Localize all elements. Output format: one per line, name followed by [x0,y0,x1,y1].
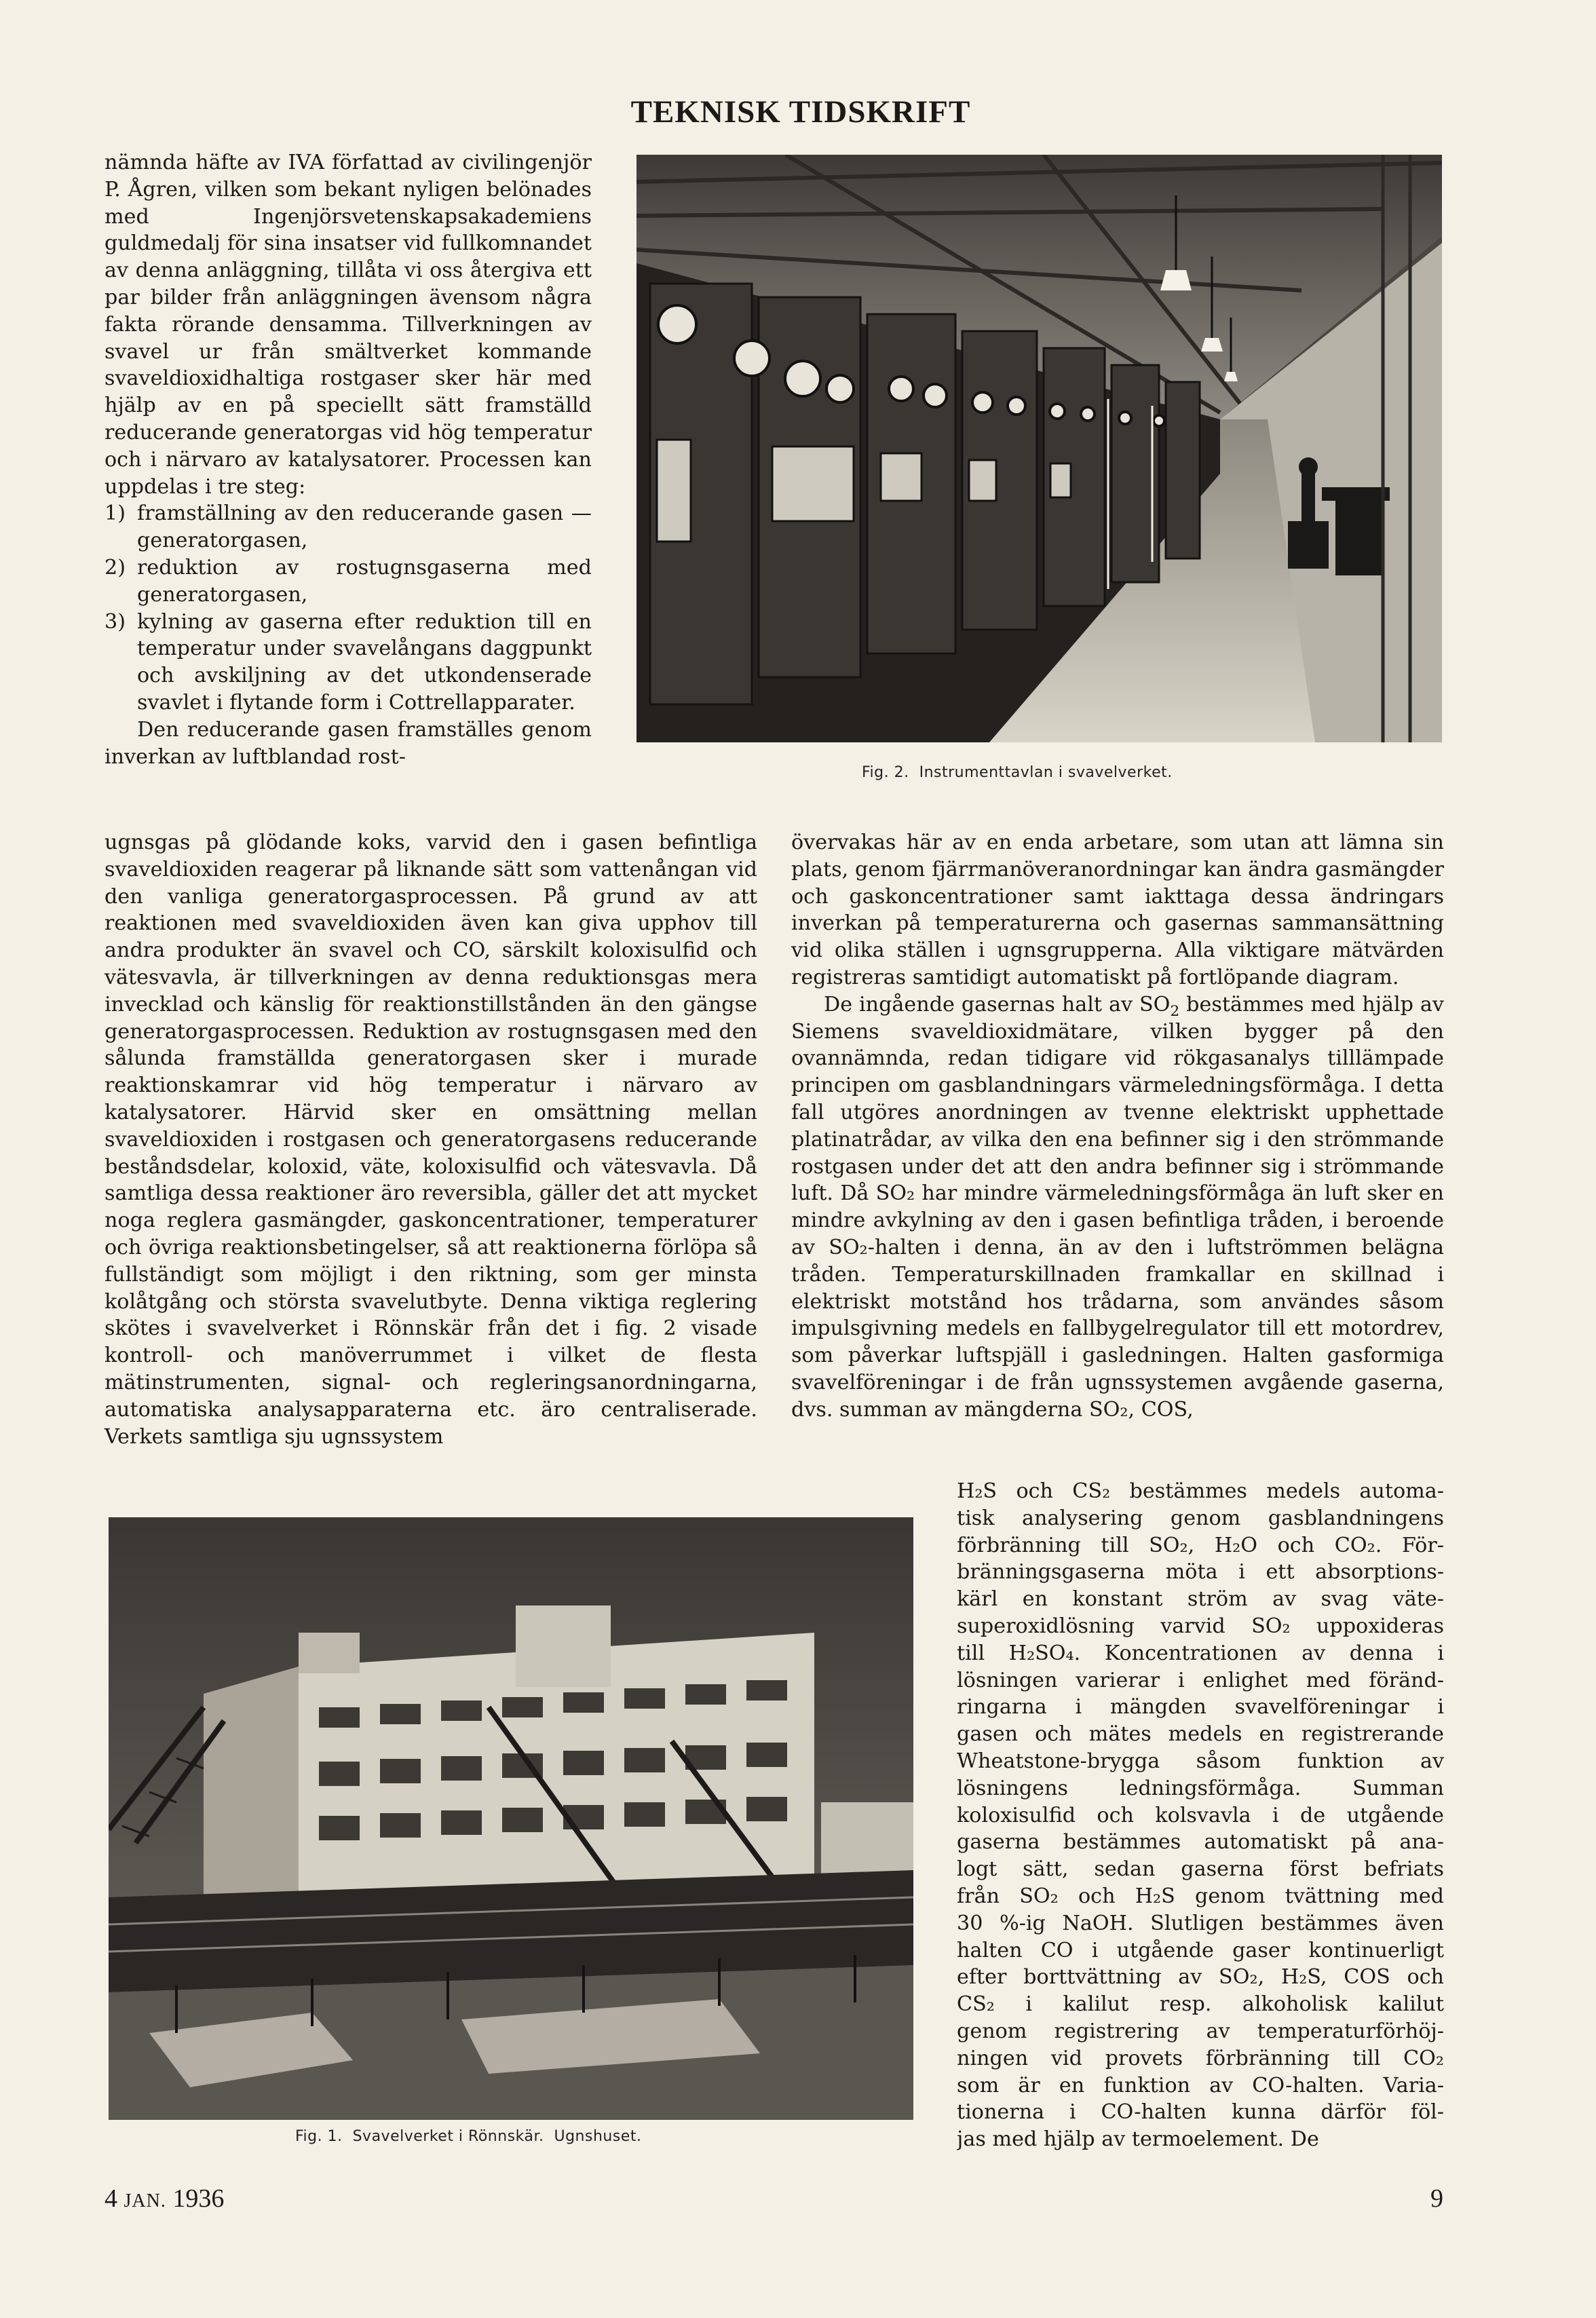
footer-date [104,2184,224,2214]
text-line: gaserna bestämmes automatiskt på ana- [957,1830,1444,1855]
step-text: kylning av gaserna efter reduktion till en temperatur under svavelångans daggpunkt och avskiljning av det utkondenserade svavlet i flytande form i Cottrellapparater. [137,609,592,715]
text-line: CS₂ i kalilut resp. alkoholisk kalilut [957,1992,1444,2017]
process-step [104,500,592,554]
text-line: lösningen varierar i enlighet med föränd- [957,1668,1444,1692]
page-number: 9 [1430,2184,1443,2213]
left-paragraph-2a: Den reducerande gasen framställes genom inverkan av luftblandad rost- [104,717,592,769]
step-text: reduktion av rostugnsgaserna med generatorgasen, [137,555,592,607]
step-number: 2) [104,555,126,580]
left-column-continued [104,829,757,1450]
process-step [104,554,592,609]
wrapped-lines [957,1478,1444,2153]
date-month: JAN. [124,2190,166,2211]
text-line: 30 %-ig NaOH. Slutligen bestämmes även [957,1911,1444,1935]
figure-2-caption: Fig. 2. Instrumenttavlan i svavelverket. [862,764,1173,781]
text-line: ningen vid provets förbränning till CO₂ [957,2046,1444,2070]
right-paragraph-2-start: De ingående gasernas halt av SO [824,992,1171,1016]
instrument-room-image [636,155,1442,742]
text-line: från SO₂ och H₂S genom tvättning med [957,1884,1444,1908]
step-text: framställning av den reducerande gasen — generatorgasen, [137,501,592,553]
text-line: kärl en konstant ström av svag väte- [957,1587,1444,1612]
right-column [791,829,1444,1424]
right-column-narrow [957,1478,1444,2153]
date-day: 4 [104,2184,117,2213]
text-line: tisk analysering genom gasblandningens [957,1506,1444,1530]
left-column [104,149,592,770]
text-line: tionerna i CO-halten kunna därför föl- [957,2100,1444,2125]
text-line: förbränning till SO₂, H₂O och CO₂. För- [957,1533,1444,1557]
text-line: ringarna i mängden svavelföreningar i [957,1695,1444,1720]
text-line: bränningsgaserna möta i ett absorptions- [957,1560,1444,1584]
text-line: superoxidlösning varvid SO₂ uppoxideras [957,1614,1444,1638]
text-line: som är en funktion av CO-halten. Varia- [957,2073,1444,2097]
text-line: efter borttvättning av SO₂, H₂S, COS och [957,1965,1444,1990]
text-line: till H₂SO₄. Koncentrationen av denna i [957,1641,1444,1665]
text-line: lösningens ledningsförmåga. Summan [957,1776,1444,1800]
text-line: H₂S och CS₂ bestämmes medels automa- [957,1479,1444,1503]
text-line: koloxisulfid och kolsvavla i de utgående [957,1803,1444,1827]
step-number: 1) [104,501,126,526]
smelter-building-image [109,1517,913,2120]
date-year: 1936 [172,2184,225,2213]
right-paragraph-2-rest: bestämmes med hjälp av Siemens svaveldioxidmätare, vilken bygger på den ovannämnda, redan tidigare vid rökgasanalys tilllämpade principen om gasblandningars värmeledningsförmåga. I detta fall utgöres anordningen av tvenne elektriskt upphettade platinatrådar, av vilka den ena befinner sig i den strömmande rostgasen under det att den andra befinner sig i strömmande luft. Då SO₂ har mindre värmeledningsförmåga än luft sker en mindre avkylning av den i gasen befintliga tråden, i beroende av SO₂-halten i denna, än av den i luftströmmen belägna tråden. Temperaturskillnaden framkallar en skillnad i elektriskt motstånd hos trådarna, som användes såsom impulsgivning medels en fallbygelregulator till ett motordrev, som påverkar luftspjäll i gasledningen. Halten gasformiga svavelföreningar i de från ugnssystemen avgående gaserna, dvs. summan av mängderna SO₂, COS, [791,992,1444,1422]
text-line: genom registrering av temperaturförhöj- [957,2019,1444,2043]
text-line: jas med hjälp av termoelement. De [957,2127,1319,2152]
left-paragraph-1: nämnda häfte av IVA författad av civilingenjör P. Ågren, vilken som bekant nyligen belönades med Ingenjörsvetenskapsakademiens guldmedalj för sina insatser vid fullkomnandet av denna anläggning, tillåta vi oss återgiva ett par bilder från anläggningen ävensom några fakta rörande densamma. Tillverkningen av svavel ur från smältverket kommande svaveldioxidhaltiga rostgaser sker här med hjälp av en på speciellt sätt framställd reducerande generatorgas vid hög temperatur och i närvaro av katalysatorer. Processen kan uppdelas i tre steg: [104,151,592,499]
figure-1-photo [109,1517,913,2120]
right-paragraph-2: De ingående gasernas halt av $SO_2$ bestämmes med hjälp av Siemens svaveldioxidmätare, vilken bygger på den ovannämnda, redan tidigare vid rökgasanalys tilllämpade principen om gasblandningars värmeledningsförmåga. I detta fall utgöres anordningen av tvenne elektriskt upphettade platinatrådar, av vilka den ena befinner sig i den strömmande rostgasen under det att den andra befinner sig i strömmande luft. Då SO₂ har mindre värmeledningsförmåga än luft sker en mindre avkylning av den i gasen befintliga tråden, i beroende av SO₂-halten i denna, än av den i luftströmmen belägna tråden. Temperaturskillnaden framkallar en skillnad i elektriskt motstånd hos trådarna, som användes såsom impulsgivning medels en fallbygelregulator till ett motordrev, som påverkar luftspjäll i gasledningen. Halten gasformiga svavelföreningar i de från ugnssystemen avgående gaserna, dvs. summan av mängderna SO₂, COS, [791,992,1444,1422]
step-number: 3) [104,609,126,634]
process-steps-list [104,500,592,716]
text-line: gasen och mätes medels en registrerande [957,1722,1444,1747]
right-paragraph-1: övervakas här av en enda arbetare, som utan att lämna sin plats, genom fjärrmanöveranordningar kan ändra gasmängder och gaskoncentrationer samt iakttaga dessa ändringars inverkan på temperaturerna och gasernas sammansättning vid olika ställen i ugnsgrupperna. Alla viktigare mätvärden registreras samtidigt automatiskt på fortlöpande diagram. [791,831,1444,989]
text-line: logt sätt, sedan gaserna först befriats [957,1857,1444,1882]
process-step [104,609,592,717]
journal-header: TEKNISK TIDSKRIFT [630,94,971,130]
text-line: Wheatstone-brygga såsom funktion av [957,1749,1444,1773]
text-line: halten CO i utgående gaser kontinuerligt [957,1938,1444,1962]
left-paragraph-2b: ugnsgas på glödande koks, varvid den i gasen befintliga svaveldioxiden reagerar på liknande sätt som vattenångan vid den vanliga generatorgasprocessen. På grund av att reaktionen med svaveldioxiden även kan giva upphov till andra produkter än svavel och CO, särskilt koloxisulfid och vätesvavla, är tillverkningen av denna reduktionsgas mera invecklad och känslig för reaktionstillstånden än den gängse generatorgasprocessen. Reduktion av rostugnsgasen med den sålunda framställda generatorgasen sker i murade reaktionskamrar vid hög temperatur i närvaro av katalysatorer. Härvid sker en omsättning mellan svaveldioxiden i rostgasen och generatorgasens reducerande beståndsdelar, koloxid, väte, koloxisulfid och vätesvavla. Då samtliga dessa reaktioner äro reversibla, gäller det att mycket noga reglera gasmängder, gaskoncentrationer, temperaturer och övriga reaktionsbetingelser, så att reaktionerna förlöpa så fullständigt som möjligt i den riktning, som ger minsta kolåtgång och största svavelutbyte. Denna viktiga reglering skötes i svavelverket i Rönnskär från det i fig. 2 visade kontroll- och manöverrummet i vilket de flesta mätinstrumenten, signal- och regleringsanordningarna, automatiska analysapparaterna etc. äro centraliserade. Verkets samtliga sju ugnssystem [104,831,757,1449]
figure-1-caption: Fig. 1. Svavelverket i Rönnskär. Ugnshuset. [295,2128,642,2145]
figure-2-photo [636,155,1442,742]
